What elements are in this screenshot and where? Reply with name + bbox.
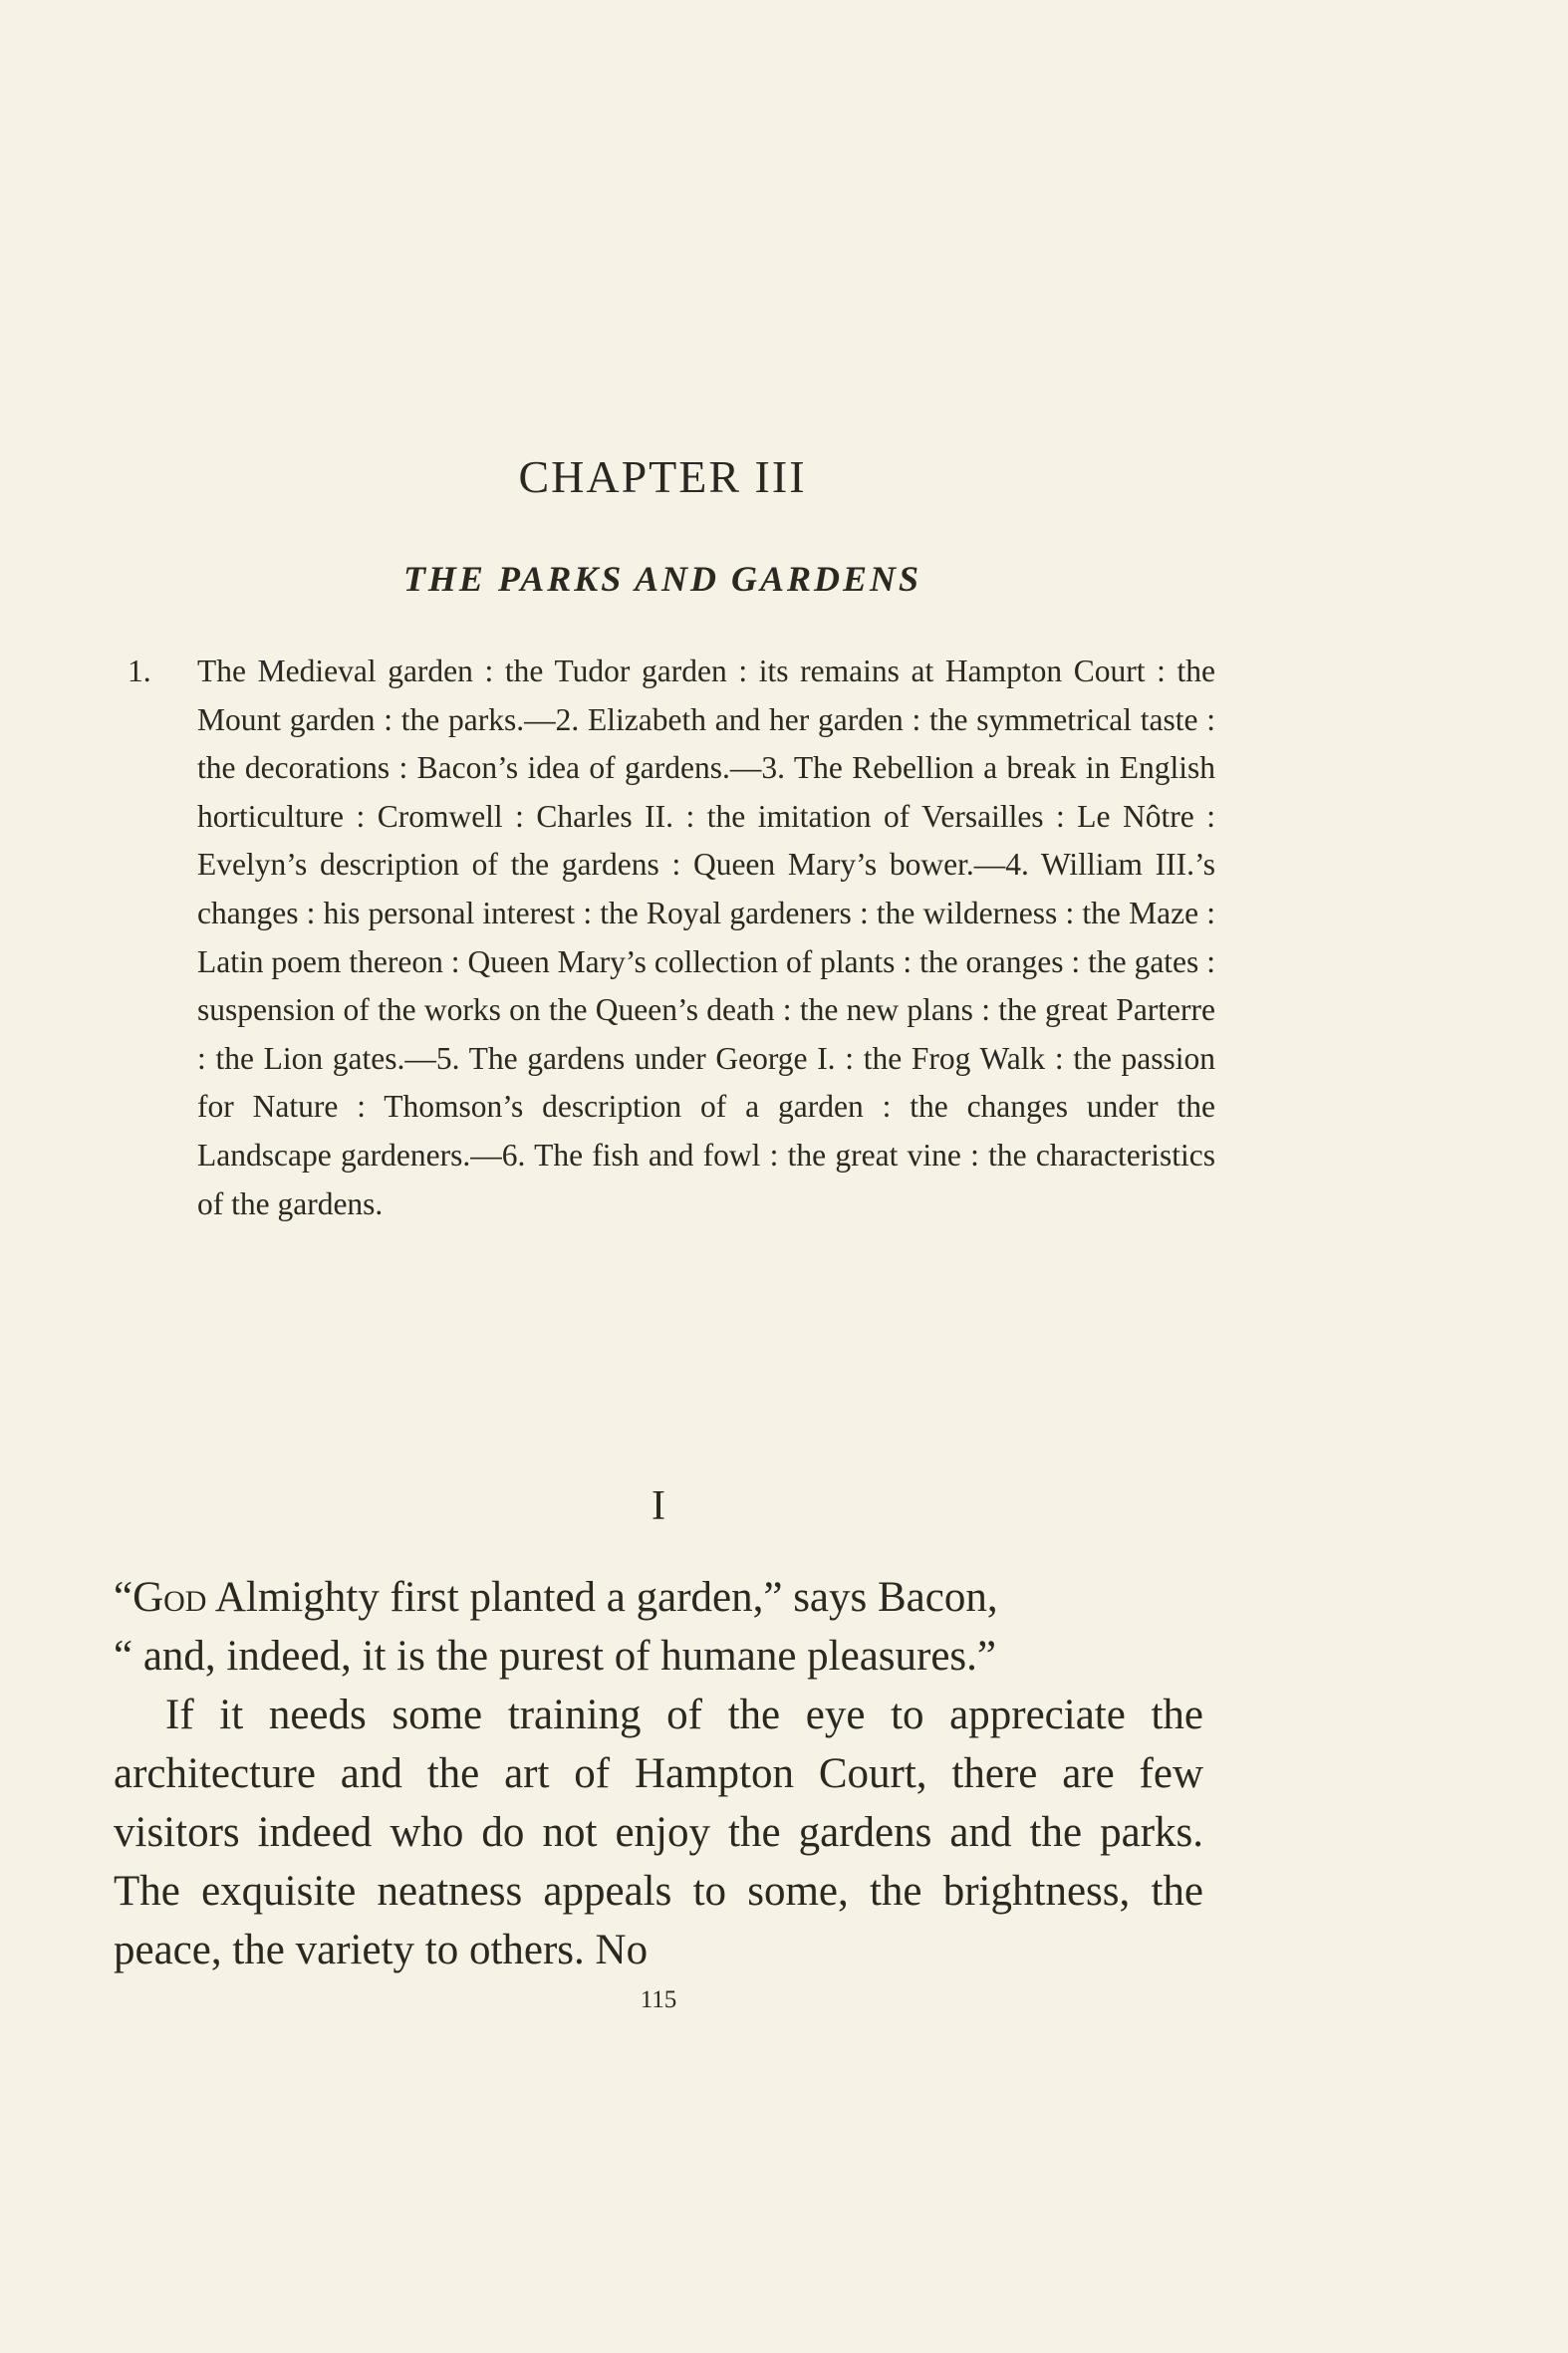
- summary-number: 1.: [128, 654, 151, 688]
- opening-quote-line-1: [114, 1568, 1203, 1627]
- quote-line-1-rest: Almighty first planted a garden,” says Bacon,: [206, 1574, 998, 1621]
- page-number: 115: [640, 1986, 677, 2013]
- body-text: [114, 1568, 1203, 1979]
- chapter-title: CHAPTER III: [518, 451, 807, 502]
- chapter-summary: [128, 648, 1215, 1228]
- chapter-subtitle: THE PARKS AND GARDENS: [402, 559, 922, 599]
- quote-open-mark: “: [114, 1574, 133, 1621]
- body-paragraph: If it needs some training of the eye to appreciate the architecture and the art of Hampton Court, there are few visitors indeed who do not enjoy the gardens and the parks. The exquisite neatness appeals to some, the brightness, the peace, the variety to others. No: [114, 1692, 1203, 1973]
- quote-smallcaps-word: God: [132, 1574, 207, 1621]
- opening-quote-line-2: “ and, indeed, it is the purest of humane pleasures.”: [114, 1633, 996, 1680]
- summary-text: The Medieval garden : the Tudor garden : its remains at Hampton Court : the Mount garden : the parks.—2. Elizabeth and her garden : the symmetrical taste : the decorations : Bacon’s idea of gardens.—3. The Rebellion a break in English horticulture : Cromwell : Charles II. : the imitation of Versailles : Le Nôtre : Evelyn’s description of the gardens : Queen Mary’s bower.—4. William III.’s changes : his personal interest : the Royal gardeners : the wilderness : the Maze : Latin poem thereon : Queen Mary’s collection of plants : the oranges : the gates : suspension of the works on the Queen’s death : the new plans : the great Parterre : the Lion gates.—5. The gardens under George I. : the Frog Walk : the passion for Nature : Thomson’s description of a garden : the changes under the Landscape gardeners.—6. The fish and fowl : the great vine : the characteristics of the gardens.: [197, 654, 1215, 1221]
- section-numeral: I: [652, 1483, 665, 1529]
